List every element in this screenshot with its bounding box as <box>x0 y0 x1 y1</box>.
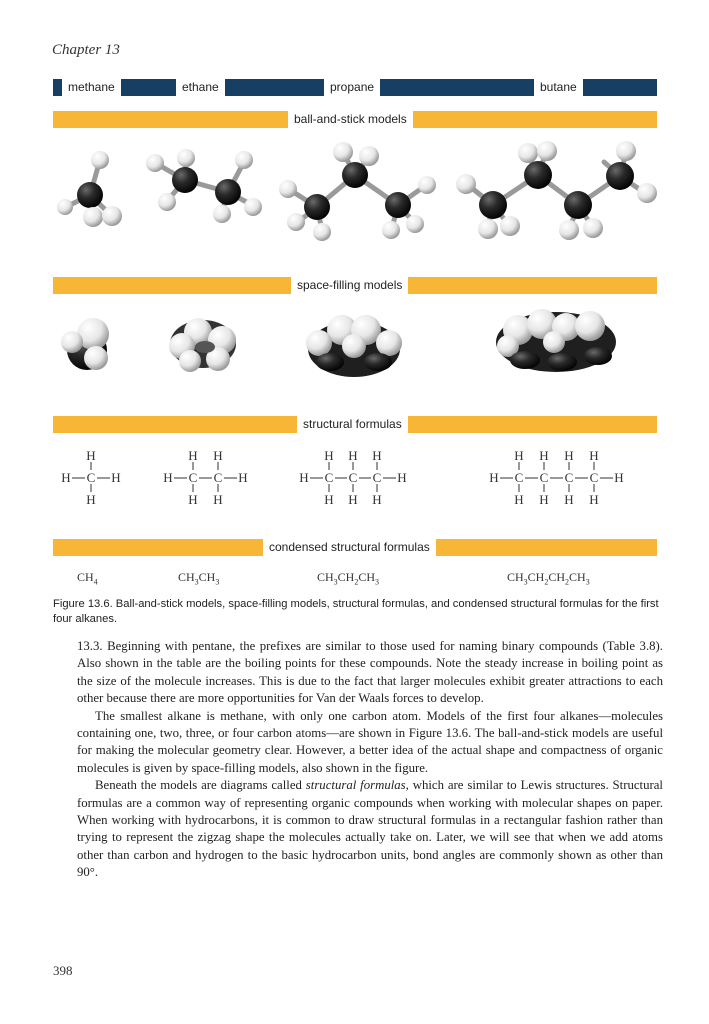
ethane-hydrogen: H <box>213 492 223 507</box>
condensed-methane: $CH_4$ <box>77 570 98 587</box>
molecule-models <box>0 0 709 420</box>
methane-hydrogen: H <box>61 470 71 485</box>
methane-carbon: C <box>86 470 96 485</box>
paragraph-2: The smallest alkane is methane, with only one carbon atom. Models of the first four alkanes—molecules containing one, two, three, or four carbon atoms—are shown in Figure 13.6. The ball-and-stick models are useful for making the molecular geometry clear. However, a better idea of the actual shape and compactness of organic molecules is given by space-filling models, also shown in the figure. <box>77 708 663 775</box>
ethane-carbon: C <box>188 470 198 485</box>
paragraph-1: 13.3. Beginning with pentane, the prefixes are similar to those used for naming binary compounds (Table 3.8). Also shown in the table are the boiling points for these compounds. Note the steady increase in boiling point as the size of the molecule increases. This is due to the fact that larger molecules exhibit greater attractions to each other because there are more opportunities for Van der Waals forces to develop. <box>77 639 663 706</box>
label-ethane: ethane <box>176 79 225 96</box>
space-filling-label: space-filling models <box>291 277 408 294</box>
butane-carbon: C <box>514 470 524 485</box>
propane-hydrogen: H <box>324 448 334 463</box>
ethane-hydrogen: H <box>238 470 248 485</box>
condensed-label: condensed structural formulas <box>263 539 436 556</box>
propane-hydrogen: H <box>397 470 407 485</box>
structural-formulas <box>0 440 709 512</box>
butane-carbon: C <box>539 470 549 485</box>
ball-stick-label: ball-and-stick models <box>288 111 413 128</box>
butane-hydrogen: H <box>539 492 549 507</box>
chapter-heading: Chapter 13 <box>52 42 120 58</box>
ethane-carbon: C <box>213 470 223 485</box>
condensed-ethane: $CH_3CH_3$ <box>178 570 220 587</box>
butane-hydrogen: H <box>589 492 599 507</box>
butane-carbon: C <box>564 470 574 485</box>
propane-space-filling-model <box>306 315 402 377</box>
propane-carbon: C <box>348 470 358 485</box>
propane-hydrogen: H <box>348 448 358 463</box>
propane-hydrogen: H <box>324 492 334 507</box>
ethane-ball-stick-model <box>146 149 262 223</box>
butane-hydrogen: H <box>564 492 574 507</box>
butane-hydrogen: H <box>589 448 599 463</box>
structural-label: structural formulas <box>297 416 408 433</box>
ethane-hydrogen: H <box>163 470 173 485</box>
butane-hydrogen: H <box>514 448 524 463</box>
label-propane: propane <box>324 79 380 96</box>
label-methane: methane <box>62 79 121 96</box>
ethane-hydrogen: H <box>188 492 198 507</box>
propane-hydrogen: H <box>372 492 382 507</box>
butane-hydrogen: H <box>539 448 549 463</box>
propane-hydrogen: H <box>372 448 382 463</box>
methane-ball-stick-model <box>57 151 122 227</box>
propane-hydrogen: H <box>299 470 309 485</box>
butane-hydrogen: H <box>514 492 524 507</box>
propane-hydrogen: H <box>348 492 358 507</box>
methane-space-filling-model <box>61 318 109 370</box>
propane-ball-stick-model <box>279 142 436 241</box>
methane-hydrogen: H <box>86 448 96 463</box>
ethane-space-filling-model <box>169 318 236 372</box>
paragraph-3: Beneath the models are diagrams called structural formulas, which are similar to Lewis structures. Structural formulas are a common way of representing organic compounds when working with molecular shapes on paper. When working with hydrocarbons, it is common to draw structural formulas in a rectangular fashion rather than trying to represent the zigzag shape the molecules actually take on. Later, we will see that when we add atoms other than carbon and hydrogen to the basic hydrocarbon units, bond angles are commonly shown as other than 90°. <box>77 778 663 880</box>
ethane-hydrogen: H <box>213 448 223 463</box>
figure-caption: Figure 13.6. Ball-and-stick models, space-filling models, structural formulas, and condensed structural formulas for the first four alkanes. <box>53 598 659 625</box>
page-number: 398 <box>53 963 73 978</box>
butane-ball-stick-model <box>456 141 657 240</box>
propane-carbon: C <box>372 470 382 485</box>
butane-carbon: C <box>589 470 599 485</box>
condensed-butane: $CH_3CH_2CH_2CH_3$ <box>507 570 590 587</box>
butane-space-filling-model <box>496 309 616 372</box>
body-text <box>77 638 663 882</box>
condensed-propane: $CH_3CH_2CH_3$ <box>317 570 380 587</box>
butane-hydrogen: H <box>564 448 574 463</box>
label-butane: butane <box>534 79 583 96</box>
methane-hydrogen: H <box>111 470 121 485</box>
butane-hydrogen: H <box>489 470 499 485</box>
methane-hydrogen: H <box>86 492 96 507</box>
butane-hydrogen: H <box>614 470 624 485</box>
ethane-hydrogen: H <box>188 448 198 463</box>
propane-carbon: C <box>324 470 334 485</box>
